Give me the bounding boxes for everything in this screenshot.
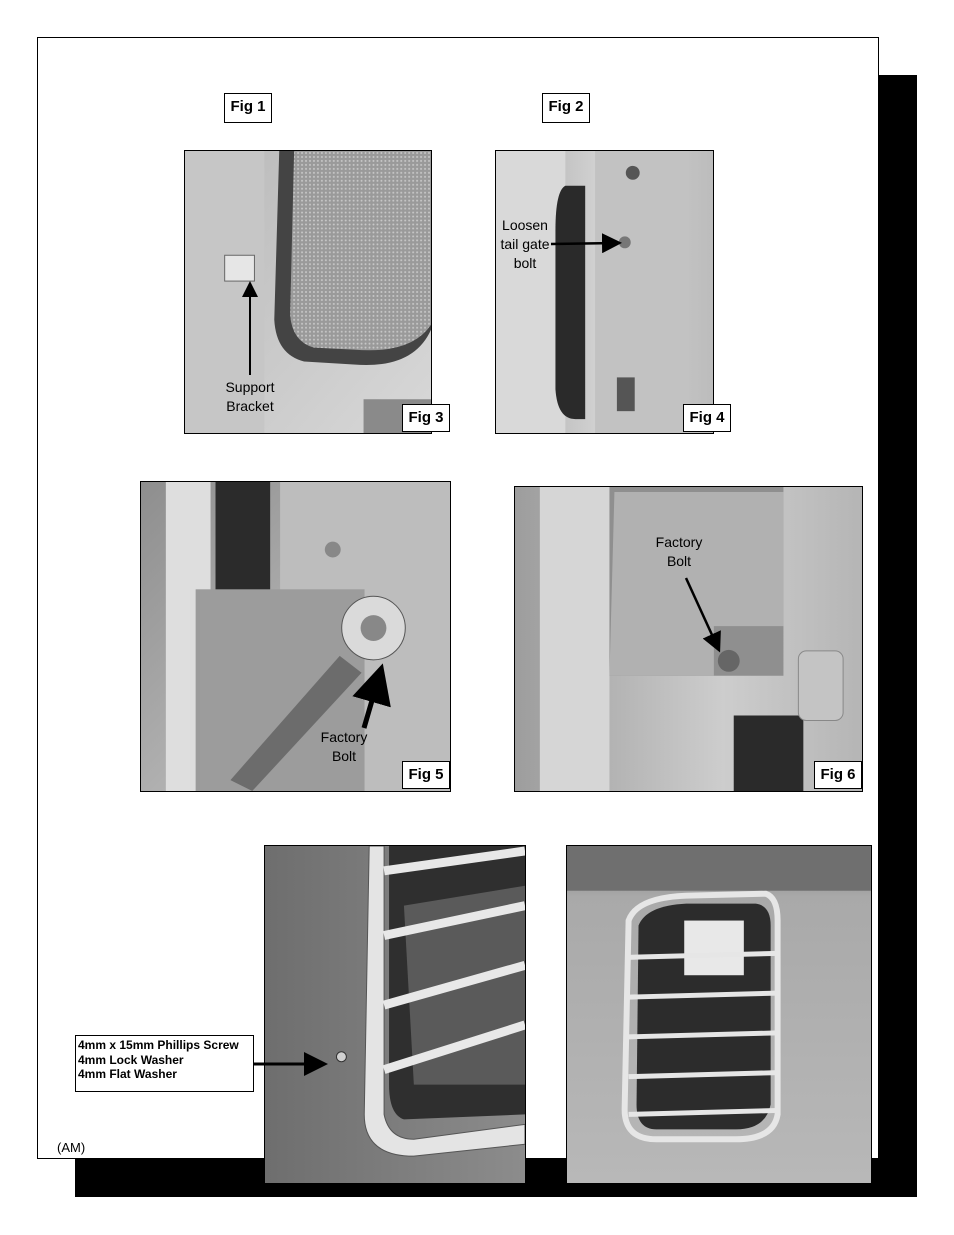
callout-factory-bolt-6: Factory Bolt (655, 534, 703, 569)
fig1-label: Fig 1 (224, 93, 272, 123)
photo-factory-bolt-wrench (140, 481, 451, 792)
photo-factory-bolt-bracket (514, 486, 863, 792)
callout-loosen-bolt: Loosen tail gate bolt (500, 217, 550, 271)
fig2-label: Fig 2 (542, 93, 590, 123)
wrench-bolt-image (141, 482, 450, 791)
callout-factory-bolt-5: Factory Bolt (320, 729, 368, 764)
tail-gate-image (496, 151, 713, 433)
hardware-note-flat-washer: 4mm Flat Washer (78, 1067, 177, 1081)
photo-tail-gate-bolt (495, 150, 714, 434)
callout-support-bracket: Support Bracket (225, 379, 275, 414)
photo-installed-guard-full (566, 845, 872, 1184)
fig6-label: Fig 6 (814, 761, 862, 789)
guard-closeup-image (265, 846, 525, 1183)
fig4-label: Fig 4 (683, 404, 731, 432)
fig5-label: Fig 5 (402, 761, 450, 789)
hardware-note-lock-washer: 4mm Lock Washer (78, 1052, 184, 1067)
hardware-note-screw: 4mm x 15mm Phillips Screw (78, 1038, 239, 1052)
fig3-label: Fig 3 (402, 404, 450, 432)
footer-code: (AM) (57, 1140, 86, 1155)
page-shadow-right (879, 75, 917, 1197)
hardware-note (75, 1035, 254, 1092)
photo-installed-guard-closeup (264, 845, 526, 1184)
guard-full-image (567, 846, 871, 1183)
